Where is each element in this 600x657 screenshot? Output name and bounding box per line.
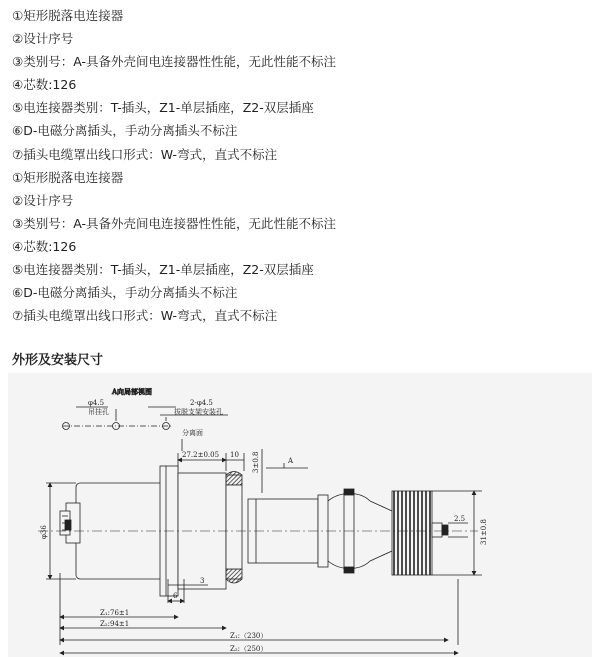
view-label: A向局部视图 bbox=[112, 388, 153, 396]
dimension-drawing bbox=[8, 373, 592, 657]
hole-dim-left: φ4.5 bbox=[88, 399, 105, 407]
separation-label: 分离面 bbox=[182, 429, 203, 437]
cable-guard-line bbox=[370, 501, 392, 511]
clamp-screw bbox=[344, 567, 354, 573]
dim-3-top: 3±0.8 bbox=[252, 451, 260, 473]
spec-line: ③类别号：A-具备外壳间电连接器性性能，无此性能不标注 bbox=[12, 215, 336, 231]
cable-guard-line bbox=[370, 551, 392, 561]
dim-z1-230: Z₁:（230） bbox=[230, 632, 268, 640]
cable-outlet-tip bbox=[442, 525, 448, 535]
spec-line: ②设计序号 bbox=[12, 31, 74, 47]
dim-z1-76: Z₁:76±1 bbox=[100, 609, 130, 617]
drawing-svg bbox=[8, 373, 592, 657]
dim-phi36: φ36 bbox=[40, 525, 48, 539]
dim-10: 10 bbox=[230, 451, 239, 459]
dim-2-5: 2.5 bbox=[454, 515, 466, 523]
dim-31: 31±0.8 bbox=[480, 519, 488, 545]
cable-outlet bbox=[432, 523, 442, 537]
clamp-screw bbox=[344, 489, 354, 495]
hole-label-right: 拔脱支架安装孔 bbox=[174, 408, 223, 416]
seal-section bbox=[226, 475, 242, 485]
spec-line: ⑤电连接器类别：T-插头，Z1-单层插座，Z2-双层插座 bbox=[12, 262, 314, 278]
spec-line: ⑦插头电缆罩出线口形式：W-弯式，直式不标注 bbox=[12, 308, 278, 324]
hole-label-left: 吊挂孔 bbox=[88, 408, 109, 416]
dim-z2-250: Z₂:（250） bbox=[230, 645, 268, 653]
seal-arc bbox=[226, 472, 242, 476]
spec-line: ⑥D-电磁分离插头，手动分离插头不标注 bbox=[12, 285, 238, 301]
spec-list bbox=[12, 4, 592, 327]
spec-line: ④芯数:126 bbox=[12, 238, 77, 254]
detail-block bbox=[65, 520, 71, 530]
spec-line: ①矩形脱落电连接器 bbox=[12, 8, 124, 23]
seal-arc bbox=[226, 579, 242, 583]
section-title: 外形及安装尺寸 bbox=[12, 353, 104, 368]
dim-3: 3 bbox=[200, 577, 205, 585]
arrow-a: A bbox=[288, 457, 294, 465]
seal-section bbox=[226, 569, 242, 579]
dim-6: 6 bbox=[173, 592, 178, 600]
spec-line: ①矩形脱落电连接器 bbox=[12, 169, 124, 185]
spec-line: ⑥D-电磁分离插头，手动分离插头不标注 bbox=[12, 123, 238, 139]
spec-line: ⑦插头电缆罩出线口形式：W-弯式，直式不标注 bbox=[12, 146, 278, 162]
spec-line: ②设计序号 bbox=[12, 192, 74, 208]
spec-line: ③类别号：A-具备外壳间电连接器性性能，无此性能不标注 bbox=[12, 54, 336, 70]
spec-line: ④芯数:126 bbox=[12, 77, 77, 93]
seal-body bbox=[226, 485, 242, 569]
dim-27: 27.2±0.05 bbox=[182, 451, 220, 459]
dim-z2-94: Z₂:94±1 bbox=[100, 620, 130, 628]
hole-dim-right: 2-φ4.5 bbox=[190, 399, 213, 407]
spec-line: ⑤电连接器类别：T-插头，Z1-单层插座，Z2-双层插座 bbox=[12, 100, 314, 116]
